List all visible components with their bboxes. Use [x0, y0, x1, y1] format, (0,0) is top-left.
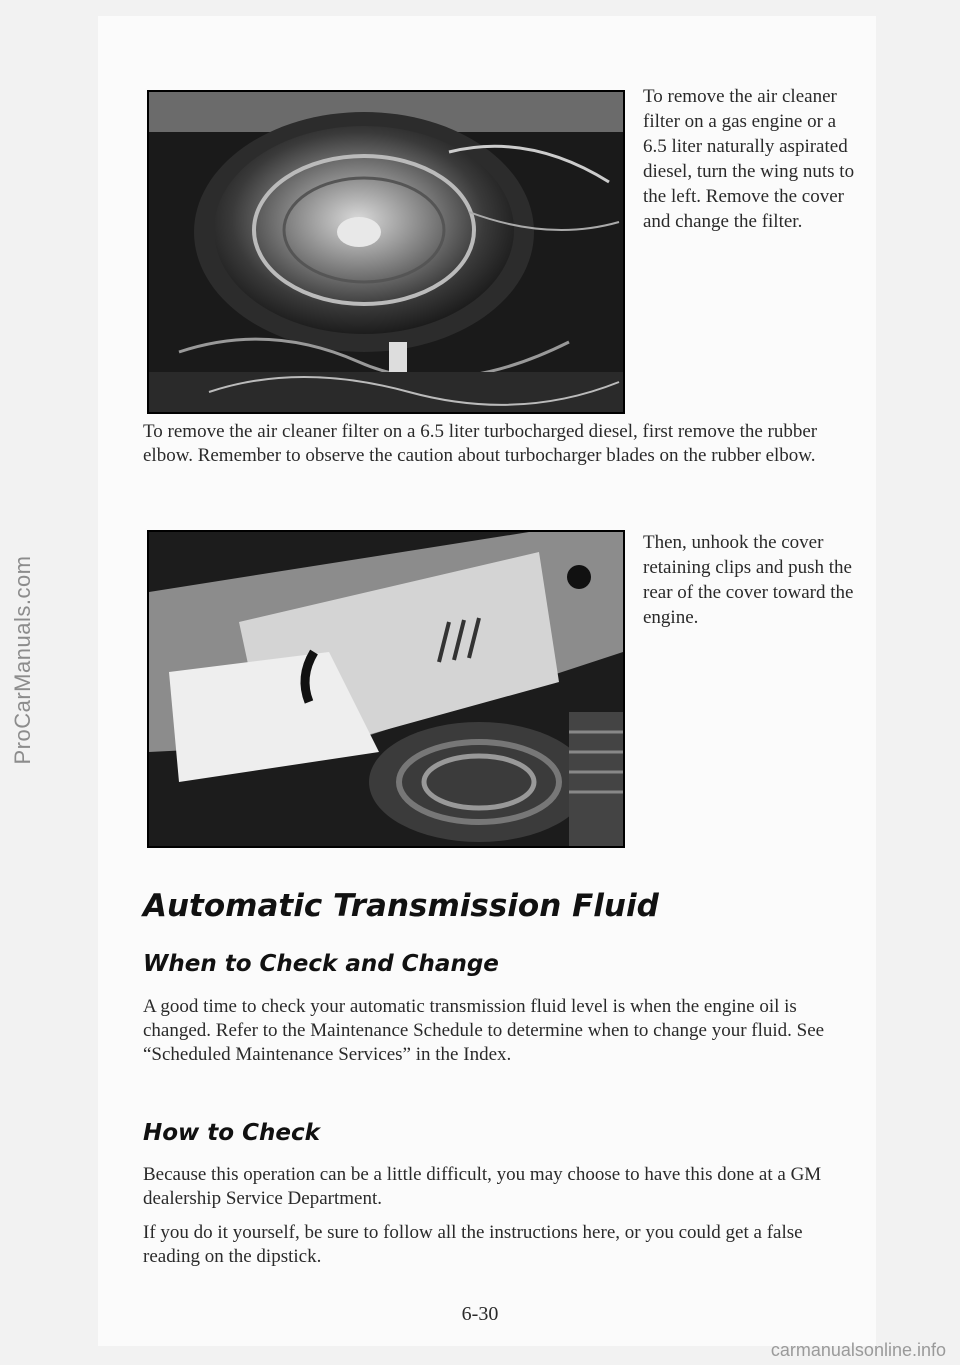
how-heading: How to Check: [143, 1120, 320, 1146]
air-cleaner-image: [149, 92, 623, 412]
when-heading: When to Check and Change: [143, 951, 499, 977]
how-paragraph-1: Because this operation can be a little difficult, you may choose to have this done at a GM dealership Service Department.: [143, 1164, 822, 1209]
when-body: A good time to check your automatic transmission fluid level is when the engine oil is changed. Refer to the Maintenance Schedule to determine when to change your fluid. See “Scheduled Maintenance Services” in the Index.: [143, 996, 825, 1065]
footer-watermark: carmanualsonline.info: [770, 1340, 946, 1360]
page-number: 6-30: [461, 1303, 499, 1325]
cover-clips-photo: [147, 530, 625, 848]
cover-clips-caption: Then, unhook the cover retaining clips and push the rear of the cover toward the engine.: [643, 532, 854, 628]
air-cleaner-caption: To remove the air cleaner filter on a gas engine or a 6.5 liter naturally aspirated diesel, turn the wing nuts to the left. Remove the cover and change the filter.: [643, 86, 855, 232]
cover-clips-image: [149, 532, 623, 846]
side-watermark: [8, 440, 38, 880]
how-paragraph-2: If you do it yourself, be sure to follow all the instructions here, or you could get a false reading on the dipstick.: [143, 1222, 803, 1267]
air-cleaner-photo: [147, 90, 625, 414]
turbo-diesel-intro: To remove the air cleaner filter on a 6.5 liter turbocharged diesel, first remove the rubber elbow. Remember to observe the caution about turbocharger blades on the rubber elbow.: [143, 421, 818, 466]
side-watermark-text: ProCarManuals.com: [10, 555, 35, 765]
main-heading: Automatic Transmission Fluid: [143, 888, 659, 924]
